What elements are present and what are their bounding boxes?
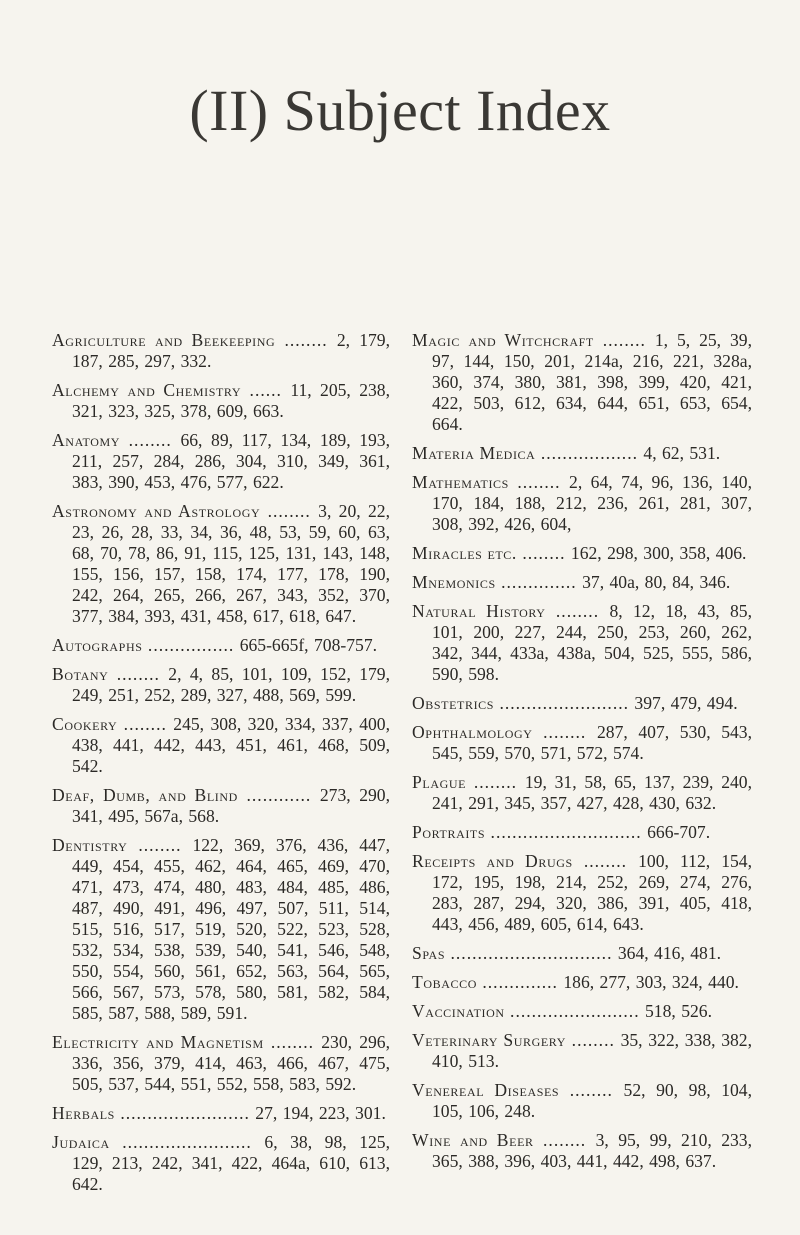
leader-dots: ........	[275, 330, 337, 350]
index-entry	[412, 1130, 752, 1172]
index-term: Anatomy	[52, 430, 121, 450]
index-term: Agriculture and Beekeeping	[52, 330, 276, 350]
index-entry	[52, 330, 390, 372]
leader-dots: ........	[516, 543, 571, 563]
index-term: Cookery	[52, 714, 118, 734]
page-title: (II) Subject Index	[189, 78, 611, 143]
page-references: 162, 298, 300, 358, 406.	[570, 543, 747, 563]
index-entry	[412, 943, 752, 964]
index-entry	[412, 543, 752, 564]
page-references: 66, 89, 117, 134, 189, 193, 211, 257, 284, 286, 304, 310, 349, 361, 383, 390, 453, 476, 577, 622.	[72, 430, 391, 492]
index-term: Herbals	[52, 1103, 115, 1123]
index-term: Veterinary Surgery	[412, 1030, 566, 1050]
index-entry	[412, 1030, 752, 1072]
leader-dots: ........................	[109, 1132, 265, 1152]
index-term: Vaccination	[412, 1001, 505, 1021]
page-references: 1, 5, 25, 39, 97, 144, 150, 201, 214a, 216, 221, 328a, 360, 374, 380, 381, 398, 399, 420, 421, 422, 503, 612, 634, 644, 651, 653, 654, 664.	[432, 330, 753, 434]
index-term: Venereal Diseases	[412, 1080, 560, 1100]
page-references: 2, 64, 74, 96, 136, 140, 170, 184, 188, 212, 236, 261, 281, 307, 308, 392, 426, 604,	[432, 472, 753, 534]
index-term: Mnemonics	[412, 572, 496, 592]
leader-dots: ..............................	[445, 943, 618, 963]
index-term: Mathematics	[412, 472, 509, 492]
index-entry	[52, 835, 390, 1024]
leader-dots: ........	[466, 772, 525, 792]
index-term: Obstetrics	[412, 693, 495, 713]
leader-dots: ........	[508, 472, 570, 492]
index-entry	[52, 380, 390, 422]
index-term: Electricity and Magnetism	[52, 1032, 264, 1052]
page-references: 3, 95, 99, 210, 233, 365, 388, 396, 403, 441, 442, 498, 637.	[432, 1130, 752, 1171]
index-term: Astronomy and Astrology	[52, 501, 261, 521]
index-term: Botany	[52, 664, 109, 684]
page-references: 2, 179, 187, 285, 297, 332.	[72, 330, 390, 371]
leader-dots: ........................	[504, 1001, 645, 1021]
page-references: 666-707.	[647, 822, 711, 842]
page-references: 4, 62, 531.	[643, 443, 721, 463]
index-term: Magic and Witchcraft	[412, 330, 594, 350]
index-term: Miracles etc.	[412, 543, 517, 563]
leader-dots: ............................	[485, 822, 648, 842]
index-term: Deaf, Dumb, and Blind	[52, 785, 238, 805]
page-references: 11, 205, 238, 321, 323, 325, 378, 609, 663.	[72, 380, 390, 421]
leader-dots: ..................	[535, 443, 644, 463]
page-references: 518, 526.	[645, 1001, 712, 1021]
index-term: Tobacco	[412, 972, 477, 992]
leader-dots: ........	[565, 1030, 621, 1050]
index-entry	[412, 601, 752, 685]
page-references: 19, 31, 58, 65, 137, 239, 240, 241, 291, 345, 357, 427, 428, 430, 632.	[432, 772, 752, 813]
page-references: 186, 277, 303, 324, 440.	[563, 972, 739, 992]
page-references: 37, 40a, 80, 84, 346.	[582, 572, 731, 592]
index-entry	[52, 1032, 390, 1095]
leader-dots: ........	[263, 1032, 322, 1052]
leader-dots: ........	[532, 722, 597, 742]
leader-dots: ........	[572, 851, 639, 871]
index-entry	[412, 772, 752, 814]
page-references: 2, 4, 85, 101, 109, 152, 179, 249, 251, 252, 289, 327, 488, 569, 599.	[72, 664, 391, 705]
page-references: 364, 416, 481.	[617, 943, 722, 963]
index-term: Alchemy and Chemistry	[52, 380, 242, 400]
leader-dots: ........................	[114, 1103, 256, 1123]
index-term: Portraits	[412, 822, 486, 842]
index-entry	[412, 822, 752, 843]
leader-dots: ........	[120, 430, 181, 450]
index-entry	[52, 1103, 390, 1124]
page-references: 6, 38, 98, 125, 129, 213, 242, 341, 422, 464a, 610, 613, 642.	[72, 1132, 391, 1194]
leader-dots: ..............	[476, 972, 564, 992]
index-term: Plague	[412, 772, 467, 792]
page-references: 230, 296, 336, 356, 379, 414, 463, 466, 467, 475, 505, 537, 544, 551, 552, 558, 583, 592.	[72, 1032, 390, 1094]
index-entry	[52, 501, 390, 627]
index-entry	[412, 443, 752, 464]
page-references: 27, 194, 223, 301.	[255, 1103, 386, 1123]
page-references: 35, 322, 338, 382, 410, 513.	[432, 1030, 752, 1071]
page-references: 52, 90, 98, 104, 105, 106, 248.	[432, 1080, 752, 1121]
leader-dots: ........	[127, 835, 193, 855]
index-term: Natural History	[412, 601, 546, 621]
page-references: 273, 290, 341, 495, 567a, 568.	[72, 785, 390, 826]
leader-dots: ..............	[495, 572, 583, 592]
index-term: Autographs	[52, 635, 143, 655]
left-column	[52, 330, 390, 1203]
leader-dots: ................	[142, 635, 240, 655]
page-references: 287, 407, 530, 543, 545, 559, 570, 571, 572, 574.	[432, 722, 753, 763]
index-term: Spas	[412, 943, 446, 963]
index-entry	[52, 635, 390, 656]
leader-dots: ............	[237, 785, 320, 805]
right-column	[412, 330, 752, 1180]
page-references: 397, 479, 494.	[634, 693, 738, 713]
leader-dots: ........	[533, 1130, 596, 1150]
index-term: Ophthalmology	[412, 722, 533, 742]
page-references: 100, 112, 154, 172, 195, 198, 214, 252, 269, 274, 276, 283, 287, 294, 320, 386, 391, 405, 418, 443, 456, 489, 605, 614, 643.	[432, 851, 753, 934]
index-entry	[412, 722, 752, 764]
index-entry	[412, 972, 752, 993]
page-references: 245, 308, 320, 334, 337, 400, 438, 441, 442, 443, 451, 461, 468, 509, 542.	[72, 714, 390, 776]
index-entry	[52, 785, 390, 827]
leader-dots: ........	[108, 664, 169, 684]
index-entry	[412, 330, 752, 435]
leader-dots: ......	[241, 380, 291, 400]
leader-dots: ........	[260, 501, 319, 521]
index-entry	[52, 714, 390, 777]
index-entry	[412, 851, 752, 935]
index-entry	[412, 572, 752, 593]
index-entry	[412, 1080, 752, 1122]
page-references: 3, 20, 22, 23, 26, 28, 33, 34, 36, 48, 53, 59, 60, 63, 68, 70, 78, 86, 91, 115, 125, 131, 143, 148, 155, 156, 157, 158, 174, 177, 178, 190, 242, 264, 265, 266, 267, 343, 352, 370, 377, 384, 393, 431, 458, 617, 618, 647.	[72, 501, 390, 626]
leader-dots: ........	[593, 330, 655, 350]
index-term: Judaica	[52, 1132, 110, 1152]
index-entry	[52, 430, 390, 493]
leader-dots: ........	[559, 1080, 624, 1100]
page-references: 8, 12, 18, 43, 85, 101, 200, 227, 244, 250, 253, 260, 262, 342, 344, 433a, 438a, 504, 525, 555, 586, 590, 598.	[432, 601, 753, 684]
index-entry	[52, 664, 390, 706]
leader-dots: ........................	[494, 693, 635, 713]
index-term: Wine and Beer	[412, 1130, 534, 1150]
page-references: 122, 369, 376, 436, 447, 449, 454, 455, 462, 464, 465, 469, 470, 471, 473, 474, 480, 483, 484, 485, 486, 487, 490, 491, 496, 497, 507, 511, 514, 515, 516, 517, 519, 520, 522, 523, 528, 532, 534, 538, 539, 540, 541, 546, 548, 550, 554, 560, 561, 652, 563, 564, 565, 566, 567, 573, 578, 580, 581, 582, 584, 585, 587, 588, 589, 591.	[72, 835, 391, 1023]
index-entry	[52, 1132, 390, 1195]
index-entry	[412, 693, 752, 714]
leader-dots: ........	[545, 601, 610, 621]
page-references: 665-665f, 708-757.	[239, 635, 378, 655]
leader-dots: ........	[117, 714, 174, 734]
index-term: Materia Medica	[412, 443, 536, 463]
index-term: Dentistry	[52, 835, 128, 855]
index-entry	[412, 472, 752, 535]
index-entry	[412, 1001, 752, 1022]
index-term: Receipts and Drugs	[412, 851, 573, 871]
